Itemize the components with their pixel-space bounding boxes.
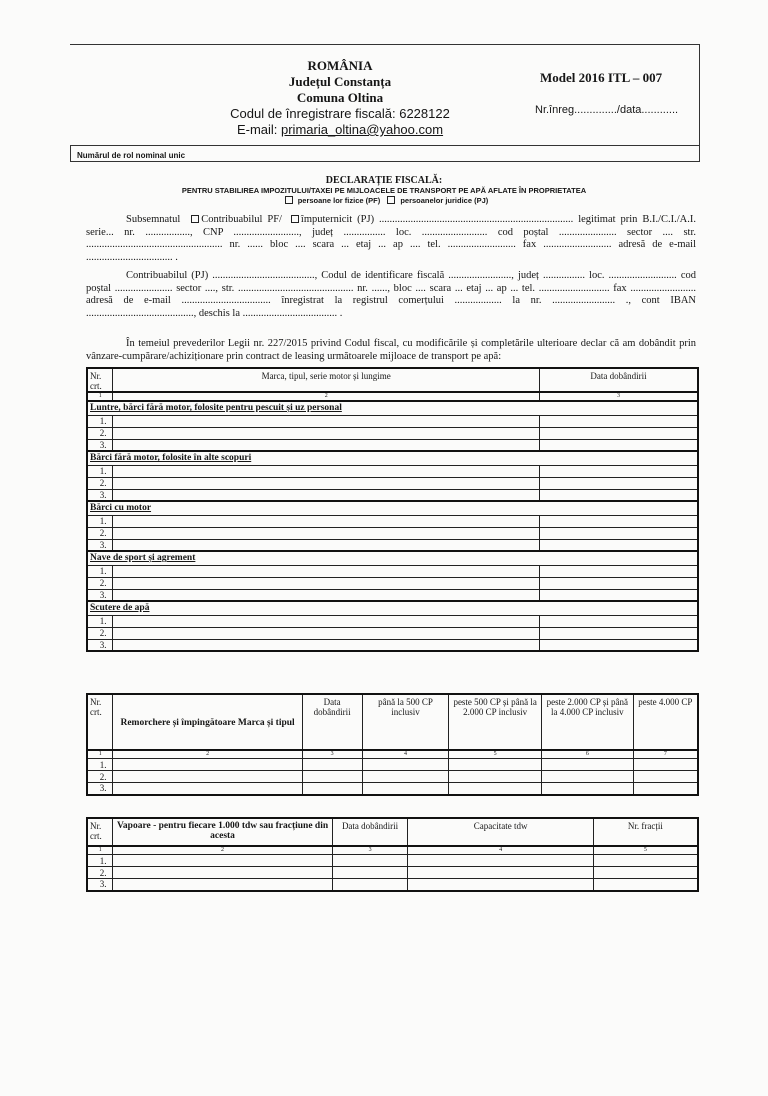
p1-contribuabil: Contribuabilul PF/ [201, 214, 282, 225]
fiscal-code: Codul de înregistrare fiscală: 6228122 [230, 106, 450, 121]
col-marca: Marca, tipul, serie motor și lungime [113, 368, 539, 392]
table-row [87, 615, 698, 627]
option-pj-label: persoanelor juridice (PJ) [400, 196, 489, 205]
p2-indent [86, 270, 126, 281]
category-row [87, 501, 698, 515]
row-number: 2. [87, 427, 113, 439]
col-vapoare: Vapoare - pentru fiecare 1.000 tdw sau fracțiune din acesta [113, 818, 332, 846]
data-cell[interactable] [539, 515, 698, 527]
row-number: 3. [87, 489, 113, 501]
column-number-row [87, 750, 698, 759]
input-cell[interactable] [332, 867, 408, 879]
row-number: 3. [87, 879, 113, 891]
col-remorchere: Remorchere și împingătoare Marca și tipul [113, 694, 302, 750]
category-label [87, 551, 698, 565]
table-row [87, 527, 698, 539]
col-fractii: Nr. fracții [593, 818, 698, 846]
table-header-row [87, 694, 698, 750]
marca-cell[interactable] [113, 465, 539, 477]
email-link[interactable]: primaria_oltina@yahoo.com [281, 122, 444, 137]
input-cell[interactable] [408, 855, 593, 867]
table-row [87, 415, 698, 427]
table-row [87, 577, 698, 589]
data-cell[interactable] [539, 415, 698, 427]
input-cell[interactable] [449, 783, 542, 795]
commune: Comuna Oltina [296, 90, 384, 105]
table-row [87, 867, 698, 879]
p3-indent [86, 338, 126, 349]
table-row [87, 515, 698, 527]
col-num: 2 [113, 392, 539, 401]
row-number: 2. [87, 867, 113, 879]
checkbox-imputernicit[interactable] [291, 215, 299, 223]
input-cell[interactable] [113, 771, 302, 783]
input-cell[interactable] [113, 783, 302, 795]
declaration-title: DECLARAȚIE FISCALĂ: [325, 175, 443, 186]
data-cell[interactable] [539, 427, 698, 439]
model-code: Model 2016 ITL – 007 [540, 70, 663, 85]
input-cell[interactable] [449, 771, 542, 783]
col-num: 3 [332, 846, 408, 855]
col-nr-crt: Nr. crt. [87, 818, 113, 846]
p3-text: În temeiul prevederilor Legii nr. 227/2015 privind Codul fiscal, cu modificările și completările ulterioare declar că am dobândit prin vânzare-cumpărare/achiziționare prin contract de leasing următoarele mijloace de transport pe apă: [86, 338, 696, 362]
paragraph-legal-basis [86, 338, 696, 363]
col-num: 5 [449, 750, 542, 759]
table-row [87, 855, 698, 867]
row-number: 1. [87, 465, 113, 477]
table-header-row [87, 368, 698, 392]
declaration-subtitle: PENTRU STABILIREA IMPOZITULUI/TAXEI PE MIJLOACELE DE TRANSPORT PE APĂ AFLATE ÎN PROPRIETATEA [181, 186, 587, 195]
col-over-4000cp: peste 4.000 CP [633, 694, 698, 750]
input-cell[interactable] [408, 879, 593, 891]
marca-cell[interactable] [113, 589, 539, 601]
marca-cell[interactable] [113, 539, 539, 551]
marca-cell[interactable] [113, 477, 539, 489]
data-cell[interactable] [539, 539, 698, 551]
category-row [87, 551, 698, 565]
input-cell[interactable] [633, 759, 698, 771]
checkbox-contribuabil-pf[interactable] [191, 215, 199, 223]
category-row [87, 401, 698, 415]
marca-cell[interactable] [113, 577, 539, 589]
table-row [87, 489, 698, 501]
col-num: 1 [87, 750, 113, 759]
data-cell[interactable] [539, 489, 698, 501]
input-cell[interactable] [332, 855, 408, 867]
col-num: 1 [87, 846, 113, 855]
col-num: 5 [593, 846, 698, 855]
p1-subsemnatul: Subsemnatul [126, 214, 181, 225]
row-number: 1. [87, 855, 113, 867]
data-cell[interactable] [539, 577, 698, 589]
email-line [200, 122, 480, 138]
table-header-row [87, 818, 698, 846]
marca-cell[interactable] [113, 515, 539, 527]
col-nr-crt: Nr. crt. [87, 694, 113, 750]
institution-block [200, 58, 480, 138]
input-cell[interactable] [362, 759, 449, 771]
row-number: 2. [87, 627, 113, 639]
county: Județul Constanța [288, 74, 392, 89]
p1-text[interactable]: împuternicit (PJ) .......................................................................... legitimat prin B.I./C.I./A.I. serie... nr. ................., CNP ........................., județ ................ loc. ......................... cod poștal ...................... sector .... str. .................................................... nr. ...... bloc .... scara ... etaj ... ap .... tel. .......................... fax .......................... adresă de e-mail ................................. . [86, 214, 696, 263]
tugboats-table [86, 693, 699, 796]
row-number: 2. [87, 577, 113, 589]
paragraph-taxpayer-pf [86, 214, 696, 264]
input-cell[interactable] [362, 771, 449, 783]
input-cell[interactable] [633, 771, 698, 783]
col-num: 4 [408, 846, 593, 855]
col-num: 1 [87, 392, 113, 401]
row-number: 2. [87, 477, 113, 489]
category-label [87, 451, 698, 465]
table-row [87, 477, 698, 489]
input-cell[interactable] [302, 771, 362, 783]
col-2000cp: peste 500 CP și până la 2.000 CP inclusiv [449, 694, 542, 750]
input-cell[interactable] [113, 759, 302, 771]
marca-cell[interactable] [113, 427, 539, 439]
data-cell[interactable] [539, 639, 698, 651]
col-num: 4 [362, 750, 449, 759]
marca-cell[interactable] [113, 527, 539, 539]
table-row [87, 427, 698, 439]
data-cell[interactable] [539, 565, 698, 577]
table-row [87, 439, 698, 451]
paragraph-taxpayer-pj [86, 270, 696, 320]
category-label [87, 601, 698, 615]
category-title: Scutere de apă [90, 603, 150, 614]
category-row [87, 451, 698, 465]
table-row [87, 783, 698, 795]
table-row [87, 565, 698, 577]
table-row [87, 539, 698, 551]
col-data: Data dobândirii [539, 368, 698, 392]
row-number: 3. [87, 589, 113, 601]
table-row [87, 627, 698, 639]
data-cell[interactable] [539, 589, 698, 601]
marca-cell[interactable] [113, 439, 539, 451]
input-cell[interactable] [362, 783, 449, 795]
col-num: 2 [113, 846, 332, 855]
input-cell[interactable] [408, 867, 593, 879]
col-500cp: până la 500 CP inclusiv [362, 694, 449, 750]
marca-cell[interactable] [113, 415, 539, 427]
email-label: E-mail: [236, 122, 281, 137]
country: ROMÂNIA [307, 58, 373, 73]
p2-text[interactable]: Contribuabilul (PJ) ......................................., Codul de identificare fiscală ........................, județ ................ loc. .......................... cod poștal ...................... sector ...., str. ............................................ nr. ......, bloc .... scara ... etaj ... ap ... tel. ........................... fax ......................... adresă de e-mail .................................. înregistrat la registrul comerțului .................. la nr. ........................ ., cont IBAN ........................................., deschis la .................................... . [86, 270, 696, 319]
input-cell[interactable] [332, 879, 408, 891]
input-cell[interactable] [633, 783, 698, 795]
column-number-row [87, 846, 698, 855]
rol-nominal-field[interactable]: Numărul de rol nominal unic [70, 145, 700, 162]
input-cell[interactable] [541, 783, 633, 795]
input-cell[interactable] [593, 855, 698, 867]
col-data: Data dobândirii [302, 694, 362, 750]
table-row [87, 465, 698, 477]
owner-type-options [0, 196, 768, 205]
data-cell[interactable] [539, 465, 698, 477]
row-number: 1. [87, 615, 113, 627]
input-cell[interactable] [541, 759, 633, 771]
row-number: 1. [87, 565, 113, 577]
registration-number-field[interactable]: Nr.înreg............../data............ [535, 104, 679, 116]
marca-cell[interactable] [113, 565, 539, 577]
table-row [87, 759, 698, 771]
data-cell[interactable] [539, 615, 698, 627]
input-cell[interactable] [113, 879, 332, 891]
col-capacitate: Capacitate tdw [408, 818, 593, 846]
checkbox-pj[interactable] [387, 196, 395, 204]
col-num: 6 [541, 750, 633, 759]
category-title: Luntre, bărci fără motor, folosite pentru pescuit și uz personal [90, 403, 342, 414]
marca-cell[interactable] [113, 489, 539, 501]
checkbox-pf[interactable] [285, 196, 293, 204]
input-cell[interactable] [113, 867, 332, 879]
col-num: 7 [633, 750, 698, 759]
col-num: 2 [113, 750, 302, 759]
data-cell[interactable] [539, 477, 698, 489]
category-title: Nave de sport și agrement [90, 553, 196, 564]
col-4000cp: peste 2.000 CP și până la 4.000 CP inclusiv [541, 694, 633, 750]
category-title: Bărci fără motor, folosite în alte scopuri [90, 453, 252, 464]
row-number: 3. [87, 539, 113, 551]
col-num: 3 [539, 392, 698, 401]
watercraft-table [86, 367, 699, 652]
category-label [87, 401, 698, 415]
input-cell[interactable] [302, 759, 362, 771]
category-label [87, 501, 698, 515]
row-number: 1. [87, 415, 113, 427]
table-row [87, 589, 698, 601]
ships-table [86, 817, 699, 892]
col-num: 3 [302, 750, 362, 759]
data-cell[interactable] [539, 627, 698, 639]
table-row [87, 771, 698, 783]
row-number: 1. [87, 759, 113, 771]
column-number-row [87, 392, 698, 401]
data-cell[interactable] [539, 439, 698, 451]
data-cell[interactable] [539, 527, 698, 539]
category-row [87, 601, 698, 615]
option-pf-label: persoane lor fizice (PF) [297, 196, 381, 205]
row-number: 1. [87, 515, 113, 527]
input-cell[interactable] [302, 783, 362, 795]
row-number: 3. [87, 439, 113, 451]
col-data: Data dobândirii [332, 818, 408, 846]
marca-cell[interactable] [113, 627, 539, 639]
marca-cell[interactable] [113, 615, 539, 627]
row-number: 2. [87, 527, 113, 539]
category-title: Bărci cu motor [90, 503, 152, 514]
input-cell[interactable] [449, 759, 542, 771]
input-cell[interactable] [593, 867, 698, 879]
table-row [87, 879, 698, 891]
input-cell[interactable] [541, 771, 633, 783]
marca-cell[interactable] [113, 639, 539, 651]
row-number: 3. [87, 639, 113, 651]
row-number: 2. [87, 771, 113, 783]
input-cell[interactable] [113, 855, 332, 867]
col-nr-crt: Nr. crt. [87, 368, 113, 392]
table-row [87, 639, 698, 651]
input-cell[interactable] [593, 879, 698, 891]
row-number: 3. [87, 783, 113, 795]
